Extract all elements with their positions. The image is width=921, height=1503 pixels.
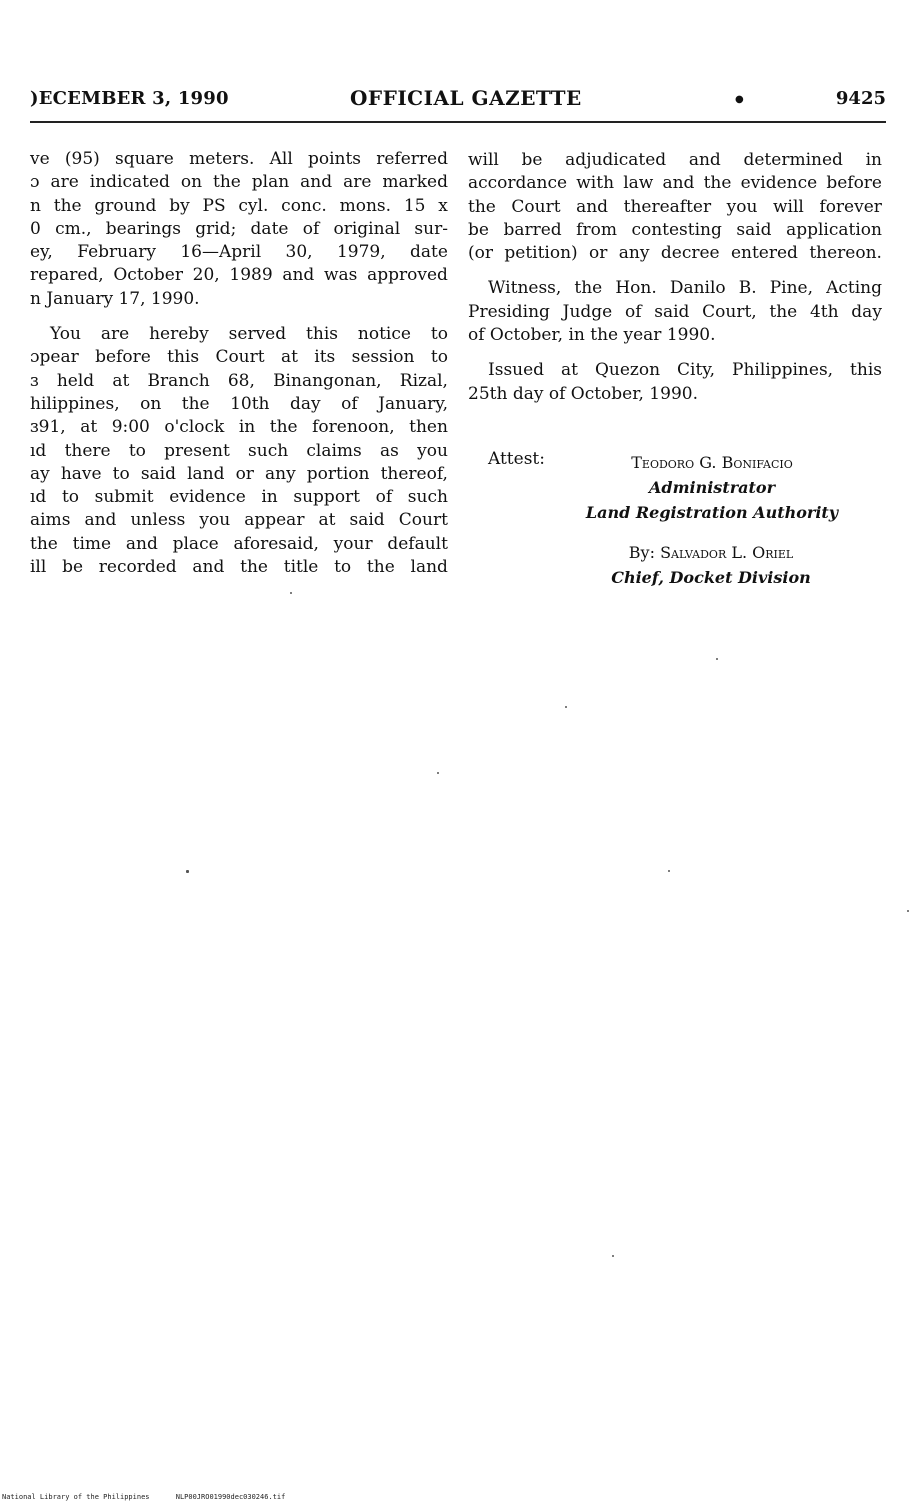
text-line: ɔ are indicated on the plan and are marked: [30, 172, 448, 193]
issue-date: )ECEMBER 3, 1990: [30, 88, 229, 109]
survey-paragraph: [30, 148, 448, 311]
text-line: will be adjudicated and determined in: [468, 150, 882, 170]
notice-paragraph: [30, 323, 448, 579]
text-line: hilippines, on the 10th day of January,: [30, 393, 448, 414]
text-line: Presiding Judge of said Court, the 4th day: [468, 301, 882, 322]
text-line: be barred from contesting said application: [468, 219, 882, 240]
text-line: You are hereby served this notice to: [50, 324, 448, 345]
scan-speck: [668, 870, 670, 872]
text-line: accordance with law and the evidence before: [468, 173, 882, 194]
page-header: [30, 86, 886, 116]
text-line: Witness, the Hon. Danilo B. Pine, Acting: [488, 278, 882, 299]
scan-speck: [907, 910, 909, 912]
text-line: ɔpear before this Court at its session to: [30, 347, 448, 368]
text-line: of October, in the year 1990.: [468, 325, 716, 346]
text-line: (or petition) or any decree entered thereon.: [468, 243, 882, 264]
left-column: [30, 148, 448, 591]
text-line: repared, October 20, 1989 and was approved: [30, 265, 448, 286]
adjudication-paragraph: [468, 149, 882, 265]
text-line: ɜ held at Branch 68, Binangonan, Rizal,: [30, 370, 448, 391]
text-line: ıd to submit evidence in support of such: [30, 487, 448, 508]
publication-title: OFFICIAL GAZETTE: [350, 86, 582, 110]
text-line: ill be recorded and the title to the land: [30, 557, 448, 578]
signatory-title: Chief, Docket Division: [611, 568, 811, 587]
issued-paragraph: [468, 359, 882, 406]
signatory-organization: Land Registration Authority: [585, 503, 839, 522]
text-line: n January 17, 1990.: [30, 288, 200, 309]
signatory-name: Teodoro G. Bonifacio: [631, 453, 793, 472]
text-line: ey, February 16—April 30, 1979, date: [30, 242, 448, 263]
signatory-name: Salvador L. Oriel: [660, 543, 794, 562]
scan-speck: [186, 870, 189, 873]
text-line: ɜ91, at 9:00 o'clock in the forenoon, then: [30, 417, 448, 438]
text-line: 0 cm., bearings grid; date of original sur-: [30, 218, 448, 239]
text-line: Issued at Quezon City, Philippines, this: [488, 360, 882, 381]
scan-speck: [612, 1255, 614, 1257]
by-label: By:: [628, 543, 655, 562]
text-line: ıd there to present such claims as you: [30, 440, 448, 461]
signature-block-docket-chief: [566, 540, 856, 590]
library-credit: National Library of the Philippines: [2, 1493, 150, 1501]
text-line: aims and unless you appear at said Court: [30, 510, 448, 531]
scan-speck: [565, 706, 567, 708]
text-line: ay have to said land or any portion thereof,: [30, 463, 448, 484]
witness-paragraph: [468, 277, 882, 347]
scan-file-id: NLP00JRO01990dec030246.tif: [175, 1493, 286, 1501]
signatory-title: Administrator: [648, 478, 775, 497]
signature-block-administrator: [560, 450, 864, 525]
scan-speck: [716, 658, 718, 660]
text-line: 25th day of October, 1990.: [468, 383, 698, 404]
scan-speck: [290, 592, 292, 594]
scan-footer: [2, 1493, 307, 1501]
print-speck-icon: ●: [735, 94, 744, 105]
text-line: n the ground by PS cyl. conc. mons. 15 x: [30, 195, 448, 216]
page-number: 9425: [835, 88, 886, 109]
right-column: [468, 149, 882, 418]
text-line: ve (95) square meters. All points referred: [30, 149, 448, 169]
text-line: the Court and thereafter you will forever: [468, 196, 882, 217]
header-rule: [30, 121, 886, 123]
scan-speck: [437, 772, 439, 774]
text-line: the time and place aforesaid, your default: [30, 533, 448, 554]
attest-label: Attest:: [488, 449, 545, 469]
